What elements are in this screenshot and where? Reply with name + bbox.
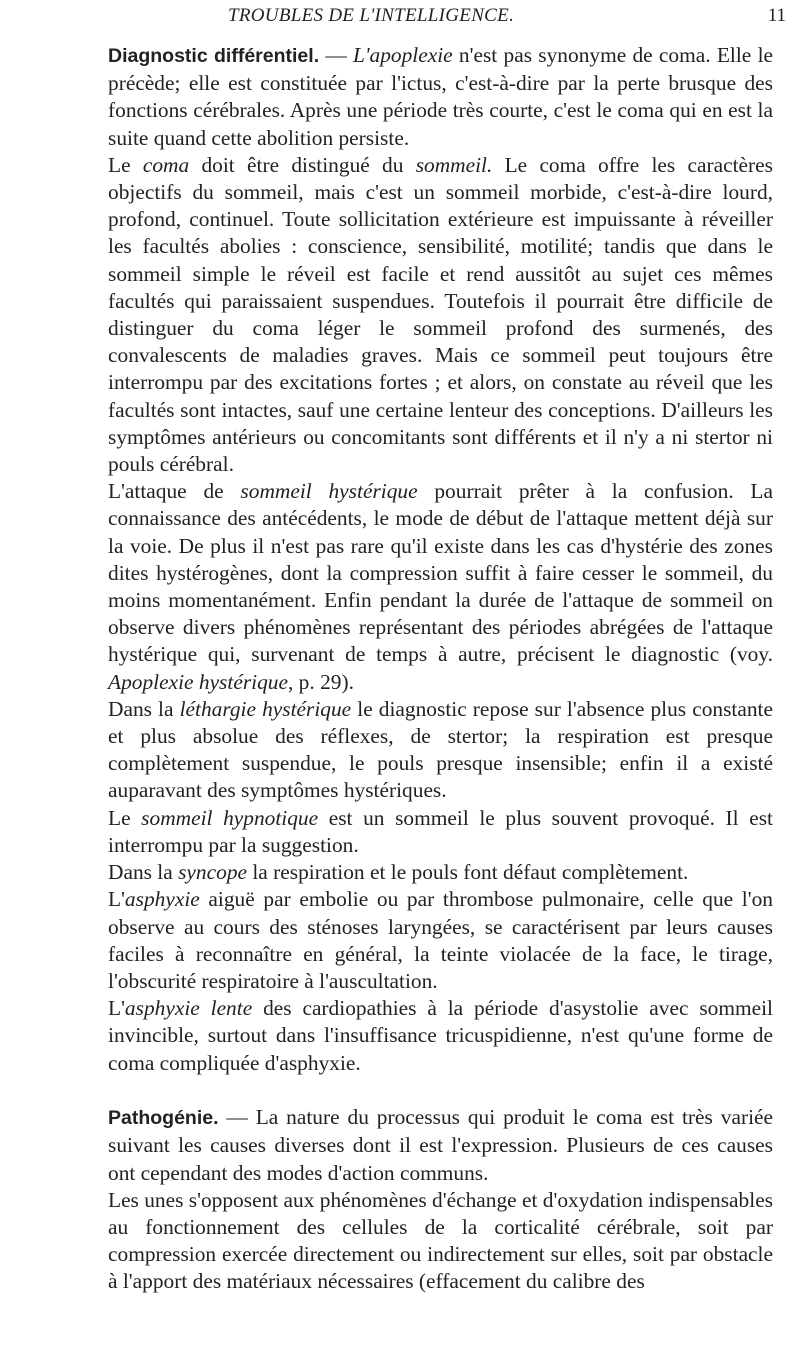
term-apoplexie-hysterique: Apoplexie hystérique [108,669,288,694]
paragraph-pathogenie-mechanisms [108,1187,773,1296]
section-heading-diagnostic: Diagnostic différentiel. [108,45,320,67]
paragraph-sommeil-hypnotique [108,805,773,859]
term-sommeil-hysterique: sommeil hystérique [240,479,418,504]
paragraph-sommeil-hysterique [108,478,773,696]
text-run: aiguë par embolie ou par thrombose pulmonaire, celle que l'on observe au cours des sténoses laryngées, se caractérisent par leurs causes faciles à reconnaître en général, la teinte violacée de la face, le tirage, l'obscurité respiratoire à l'auscultation. [108,887,773,993]
term-coma: coma [142,152,190,177]
section-heading-pathogenie: Pathogénie. [108,1107,219,1130]
running-header [60,5,800,35]
body-text [108,42,773,1296]
paragraph-asphyxie-aigue [108,886,773,995]
paragraph-diagnostic-intro [108,42,773,152]
text-run: L'attaque de [108,479,241,504]
term-sommeil-hypnotique: sommeil hypnotique [141,805,319,830]
text-run: — La nature du processus qui produit le coma est très variée suivant les causes diverses dont il est l'expression. Plusieurs de ces causes ont cependant des modes d'action communs. [108,1105,773,1185]
paragraph-pathogenie-intro [108,1104,773,1187]
term-lethargie-hysterique: léthargie hystérique [179,696,352,721]
paragraph-asphyxie-lente [108,995,773,1077]
page-number: 11 [767,5,786,26]
text-run: est un sommeil le plus souvent provoqué. Il est interrompu par la suggestion. [108,805,773,857]
text-run: la respiration et le pouls font défaut complètement. [247,860,689,885]
paragraph-coma-sommeil [108,152,773,478]
term-asphyxie-lente: asphyxie lente [124,996,253,1021]
text-run: Le [108,805,142,830]
text-run: des cardiopathies à la période d'asystolie avec sommeil invincible, surtout dans l'insuffisance tricuspidienne, n'est qu'une forme de coma compliquée d'asphyxie. [108,996,773,1075]
text-run: le diagnostic repose sur l'absence plus constante et plus absolue des réflexes, de stertor; la respiration est presque complètement suspendue, le pouls presque insensible; enfin il a existé auparavant des symptômes hystériques. [108,696,773,803]
text-run: Le [108,152,143,177]
paragraph-syncope [108,859,773,886]
section-spacer [108,1077,773,1105]
running-title: TROUBLES DE L'INTELLIGENCE. [228,5,515,26]
term-syncope: syncope [178,860,248,885]
text-run: doit être distingué du [189,152,416,177]
text-run: Dans la [108,860,179,885]
term-apoplexie: L'apoplexie [353,43,453,67]
text-run: L' [108,996,125,1021]
text-run: — [319,43,354,67]
text-run: , p. 29). [287,669,354,694]
text-run: n'est pas synonyme de coma. Elle le précède; elle est constituée par l'ictus, c'est-à-dire par la perte brusque des fonctions cérébrales. Après une période très courte, c'est le coma qui en est la suite quand cette abolition persiste. [108,43,774,150]
paragraph-lethargie [108,696,773,805]
text-run: Le coma offre les caractères objectifs du sommeil, mais c'est un sommeil morbide, c'est-à-dire lourd, profond, continuel. Toute sollicitation extérieure est impuissante à réveiller les facultés abolies : conscience, sensibilité, motilité; tandis que dans le sommeil simple le réveil est facile et rend aussitôt au sujet ces mêmes facultés qui paraissaient suspendues. Toutefois il pourrait être difficile de distinguer du coma léger le sommeil profond des surmenés, des convalescents de maladies graves. Mais ce sommeil peut toujours être interrompu par des excitations fortes ; et alors, on constate au réveil que les facultés sont intactes, sauf une certaine lenteur des conceptions. D'ailleurs les symptômes antérieurs ou concomitants sont différents et il n'y a ni stertor ni pouls cérébral. [108,152,773,477]
text-run: pourrait prêter à la confusion. La connaissance des antécédents, le mode de début de l'attaque mettent déjà sur la voie. De plus il n'est pas rare qu'il existe dans les cas d'hystérie des zones dites hystérogènes, dont la compression suffit à faire cesser le sommeil, du moins momentanément. Enfin pendant la durée de l'attaque de sommeil on observe divers phénomènes représentant des périodes abrégées de l'attaque hystérique qui, survenant de temps à autre, précisent le diagnostic (voy. [108,479,773,667]
term-asphyxie: asphyxie [124,887,200,912]
text-run: Dans la [108,696,180,721]
text-run: L' [108,887,125,912]
text-run: Les unes s'opposent aux phénomènes d'échange et d'oxydation indispensables au fonctionnement des cellules de la corticalité cérébrale, soit par compression exercée directement ou indirectement sur elles, soit par obstacle à l'apport des matériaux nécessaires (effacement du calibre des [108,1187,774,1294]
term-sommeil: sommeil. [415,152,493,177]
